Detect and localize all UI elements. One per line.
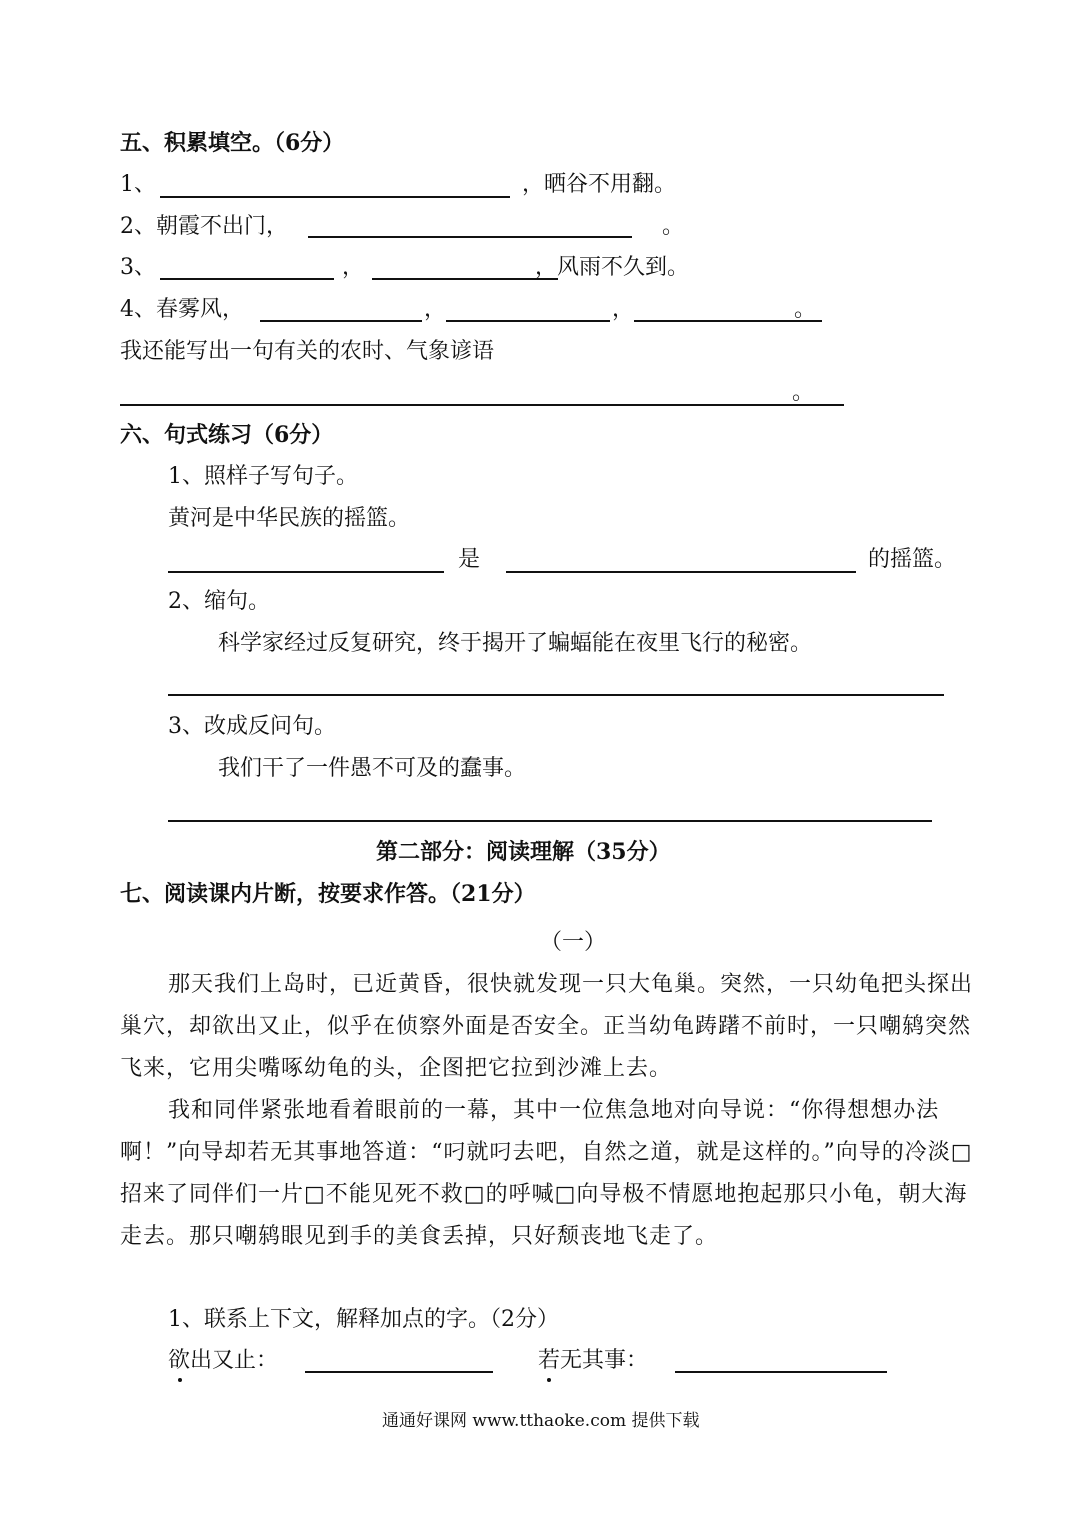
footer-text: 通通好课网 www.tthaoke.com 提供下载 — [382, 1411, 700, 1431]
q7-1-word-2: 若无其事： — [538, 1348, 649, 1373]
q5-1-text: ，晒谷不用翻。 — [522, 172, 677, 197]
q7-1-word-1: 欲出又止： — [168, 1348, 279, 1373]
q5-4-blank-2[interactable] — [446, 320, 610, 322]
q5-2-blank[interactable] — [308, 236, 632, 238]
q5-extra-prompt: 我还能写出一句有关的农时、气象谚语 — [120, 339, 495, 364]
q5-extra-blank[interactable] — [120, 404, 844, 406]
q7-1-blank-2[interactable] — [675, 1371, 887, 1373]
q5-4-text: 4、春雾风， — [120, 297, 244, 322]
part2-title: 第二部分：阅读理解（35分） — [376, 839, 671, 865]
section5-title: 五、积累填空。（6分） — [120, 130, 345, 156]
q5-4-blank-1[interactable] — [260, 320, 422, 322]
passage-paragraph-1: 那天我们上岛时，已近黄昏，很快就发现一只大龟巢。突然，一只幼龟把头探出巢穴，却欲出又止，似乎在侦察外面是否安全。正当幼龟踌躇不前时，一只嘲鸫突然飞来，它用尖嘴啄幼龟的头，企图把它拉到沙滩上去。 — [120, 972, 974, 1081]
q6-2-label: 2、缩句。 — [168, 589, 270, 614]
section7-title: 七、阅读课内片断，按要求作答。（21分） — [120, 881, 536, 907]
q6-2-sentence: 科学家经过反复研究，终于揭开了蝙蝠能在夜里飞行的秘密。 — [218, 631, 813, 656]
q5-1-number: 1、 — [120, 172, 156, 197]
section6-title: 六、句式练习（6分） — [120, 422, 334, 448]
q5-4-sep-1: ， — [424, 297, 447, 322]
passage-subtitle: （一） — [540, 930, 607, 955]
q5-3-number: 3、 — [120, 255, 156, 280]
q6-1-blank-2[interactable] — [506, 571, 856, 573]
q6-3-sentence: 我们干了一件愚不可及的蠢事。 — [218, 756, 527, 781]
q7-1-blank-1[interactable] — [305, 1371, 493, 1373]
q5-1-blank[interactable] — [160, 196, 510, 198]
q5-3-text: ，风雨不久到。 — [535, 255, 690, 280]
q6-1-end: 的摇篮。 — [868, 547, 957, 572]
emphasis-dot-2 — [547, 1378, 551, 1382]
q6-2-answer-line[interactable] — [168, 694, 944, 696]
q6-3-answer-line[interactable] — [168, 820, 932, 822]
q5-2-end: 。 — [662, 214, 685, 239]
passage-paragraph-2: 我和同伴紧张地看着眼前的一幕，其中一位焦急地对向导说：“你得想想办法啊！”向导却若无其事地答道：“叼就叼去吧，自然之道，就是这样的。”向导的冷淡□招来了同伴们一片□不能见死不救□的呼喊□向导极不情愿地抱起那只小龟，朝大海走去。那只嘲鸫眼见到手的美食丢掉，只好颓丧地飞走了。 — [120, 1098, 973, 1249]
q6-1-blank-1[interactable] — [168, 571, 444, 573]
q6-1-mid: 是 — [458, 547, 481, 572]
q5-3-blank-1[interactable] — [160, 278, 334, 280]
q6-1-example: 黄河是中华民族的摇篮。 — [168, 506, 411, 531]
q6-3-label: 3、改成反问句。 — [168, 714, 336, 739]
q5-3-blank-2[interactable] — [372, 278, 558, 280]
q5-extra-end: 。 — [792, 380, 815, 405]
emphasis-dot-1 — [178, 1378, 182, 1382]
q7-1-label: 1、联系上下文，解释加点的字。（2分） — [168, 1307, 559, 1332]
q6-1-label: 1、照样子写句子。 — [168, 464, 358, 489]
q5-3-sep: ， — [342, 255, 365, 280]
q5-4-end: 。 — [794, 297, 817, 322]
q5-2-text: 2、朝霞不出门， — [120, 214, 288, 239]
q5-4-sep-2: ， — [612, 297, 635, 322]
